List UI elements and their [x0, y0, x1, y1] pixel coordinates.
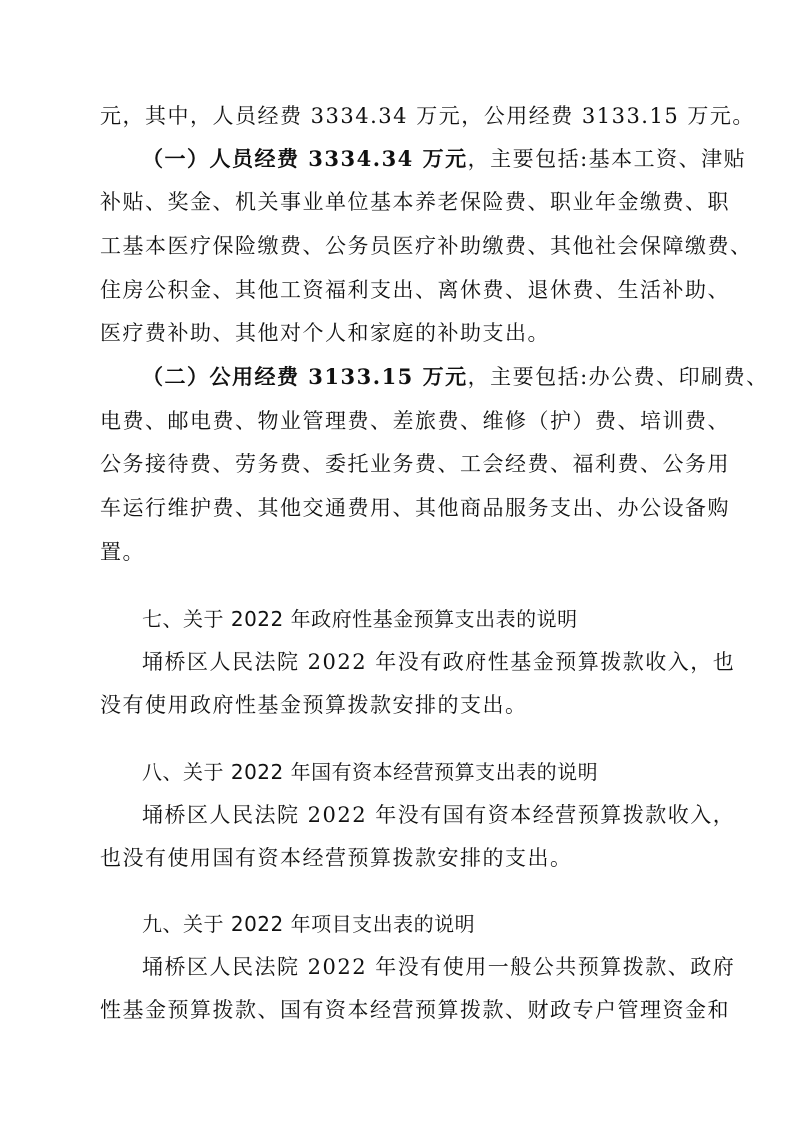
- section-heading: 九、关于 2022 年项目支出表的说明: [142, 912, 476, 936]
- paragraph-line: 没有使用政府性基金预算拨款安排的支出。: [100, 693, 528, 717]
- paragraph-line: 医疗费补助、其他对个人和家庭的补助支出。: [100, 321, 550, 345]
- paragraph-line: 补贴、奖金、机关事业单位基本养老保险费、职业年金缴费、职: [100, 190, 730, 214]
- paragraph-line: 电费、邮电费、物业管理费、差旅费、维修（护）费、培训费、: [100, 409, 730, 433]
- paragraph-line: 性基金预算拨款、国有资本经营预算拨款、财政专户管理资金和: [100, 998, 730, 1022]
- paragraph-line: 也没有使用国有资本经营预算拨款安排的支出。: [100, 846, 573, 870]
- paragraph-line: 车运行维护费、其他交通费用、其他商品服务支出、办公设备购: [100, 496, 730, 520]
- item-label-public: （二）公用经费 3133.15 万元: [142, 364, 468, 389]
- section-heading: 七、关于 2022 年政府性基金预算支出表的说明: [142, 607, 578, 631]
- section-heading: 八、关于 2022 年国有资本经营预算支出表的说明: [142, 760, 599, 784]
- item-text: ，主要包括:办公费、印刷费、: [467, 365, 769, 389]
- paragraph-line: [142, 144, 746, 174]
- paragraph-line: 置。: [100, 540, 145, 564]
- item-text: ，主要包括:基本工资、津贴: [467, 147, 747, 171]
- paragraph-line: 公务接待费、劳务费、委托业务费、工会经费、福利费、公务用: [100, 452, 730, 476]
- paragraph-line: 埇桥区人民法院 2022 年没有国有资本经营预算拨款收入，: [142, 803, 736, 827]
- paragraph-line: [142, 362, 769, 392]
- paragraph-line: 元，其中，人员经费 3334.34 万元，公用经费 3133.15 万元。: [100, 104, 755, 128]
- paragraph-line: 埇桥区人民法院 2022 年没有使用一般公共预算拨款、政府: [142, 955, 736, 979]
- paragraph-line: 埇桥区人民法院 2022 年没有政府性基金预算拨款收入，也: [142, 650, 736, 674]
- paragraph-line: 工基本医疗保险缴费、公务员医疗补助缴费、其他社会保障缴费、: [100, 234, 753, 258]
- paragraph-line: 住房公积金、其他工资福利支出、离休费、退休费、生活补助、: [100, 278, 730, 302]
- item-label-personnel: （一）人员经费 3334.34 万元: [142, 146, 468, 171]
